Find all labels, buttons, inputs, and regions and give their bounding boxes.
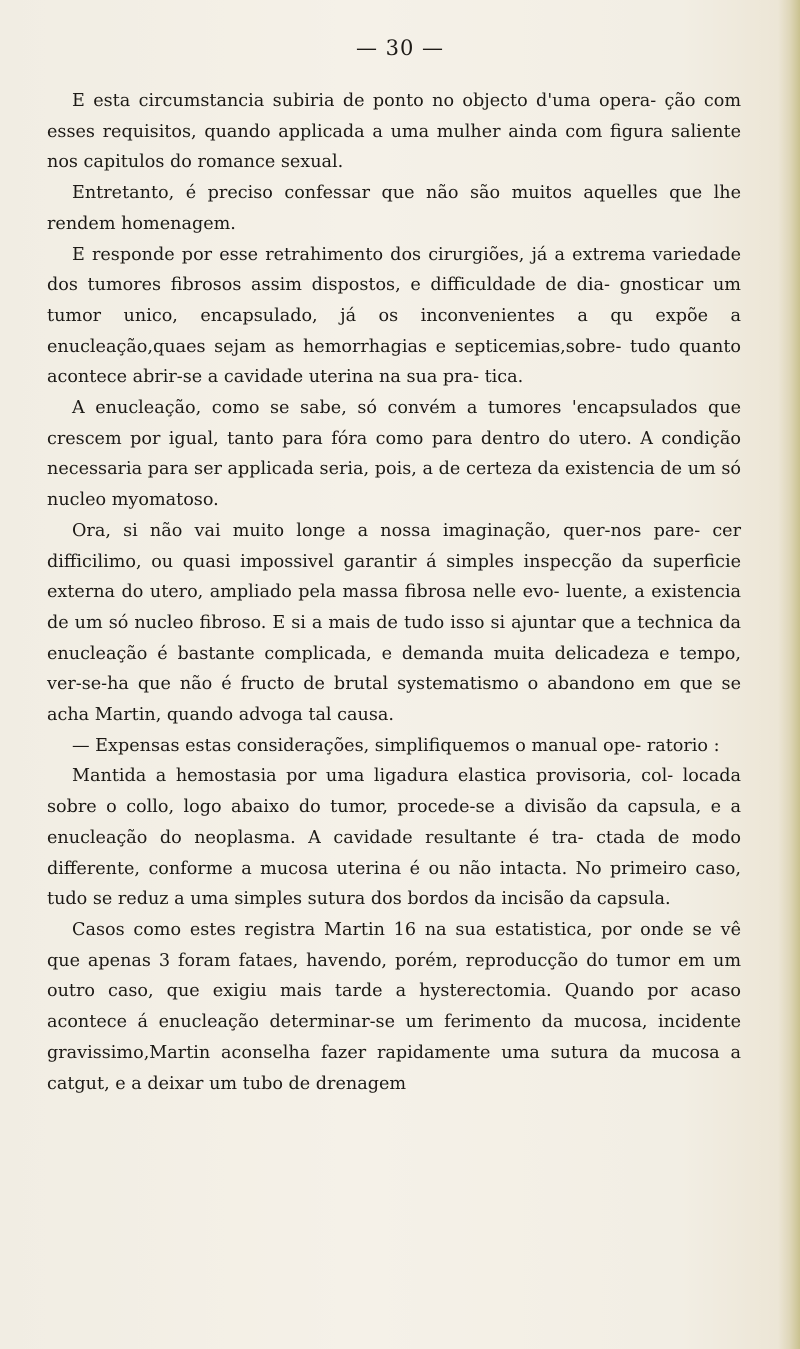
page-number-header: — 30 — [355, 36, 445, 60]
paragraph: Casos como estes registra Martin 16 na sua estatistica, por onde se vê que apenas 3 foram fataes, havendo, porém, reproducção do tumor em um outro caso, que exigiu mais tarde a hysterectomia. Quando por acaso acontece á enucleação determinar-se um ferimento da mucosa, incidente gravissimo,Martin aconselha fazer rapidamente uma sutura da mucosa a catgut, e a deixar um tubo de drenagem [47, 919, 741, 1094]
paragraph: — Expensas estas considerações, simplifiquemos o manual ope- ratorio : [72, 735, 720, 756]
page-edge-shadow [778, 0, 800, 1349]
paragraph: Ora, si não vai muito longe a nossa imaginação, quer-nos pare- cer difficilimo, ou quasi impossivel garantir á simples inspecção da superficie externa do utero, ampliado pela massa fibrosa nelle evo- luente, a existencia de um só nucleo fibroso. E si a mais de tudo isso si ajuntar que a technica da enucleação é bastante complicada, e demanda muita delicadeza e tempo, ver-se-ha que não é fructo de brutal systematismo o abandono em que se acha Martin, quando advoga tal causa. [47, 520, 741, 726]
paragraph: Mantida a hemostasia por uma ligadura elastica provisoria, col- locada sobre o collo, logo abaixo do tumor, procede-se a divisão da capsula, e a enucleação do neoplasma. A cavidade resultante é tra- ctada de modo differente, conforme a mucosa uterina é ou não intacta. No primeiro caso, tudo se reduz a uma simples sutura dos bordos da incisão da capsula. [47, 766, 741, 910]
paragraph: E responde por esse retrahimento dos cirurgiões, já a extrema variedade dos tumores fibrosos assim dispostos, e difficuldade de dia- gnosticar um tumor unico, encapsulado, já os inconvenientes a qu expõe a enucleação,quaes sejam as hemorrhagias e septicemias,sobre- tudo quanto acontece abrir-se a cavidade uterina na sua pra- tica. [47, 244, 741, 388]
paragraph: A enucleação, como se sabe, só convém a tumores 'encapsulados que crescem por igual, tanto para fóra como para dentro do utero. A condição necessaria para ser applicada seria, pois, a de certeza da existencia de um só nucleo myomatoso. [47, 398, 741, 511]
body-text [47, 86, 741, 1099]
paragraph: Entretanto, é preciso confessar que não são muitos aquelles que lhe rendem homenagem. [47, 183, 741, 234]
paragraph: E esta circumstancia subiria de ponto no objecto d'uma opera- ção com esses requisitos, quando applicada a uma mulher ainda com figura saliente nos capitulos do romance sexual. [47, 91, 741, 173]
